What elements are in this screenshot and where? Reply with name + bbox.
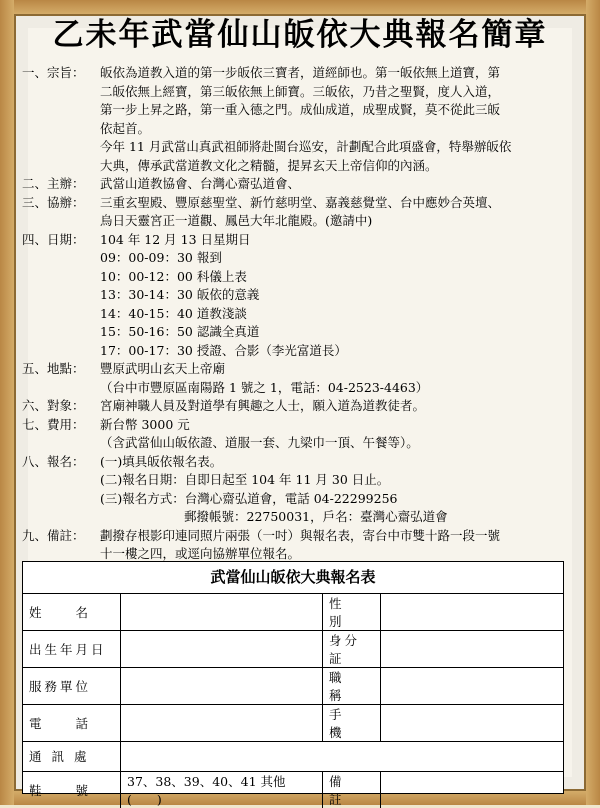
birth-field[interactable]	[121, 631, 323, 668]
name-field[interactable]	[121, 594, 323, 631]
schedule-item: 15：50-16：50 認識全真道	[100, 323, 578, 342]
id-field[interactable]	[381, 631, 564, 668]
id-label: 身分証	[323, 631, 381, 668]
co-label: 三、協辦：	[22, 194, 100, 231]
frame-right	[586, 0, 600, 805]
form-row	[23, 705, 563, 742]
frame-left	[0, 0, 14, 805]
place-text	[100, 360, 578, 397]
signup-text	[100, 453, 578, 527]
remark-text	[100, 527, 578, 564]
signup-label: 八、報名：	[22, 453, 100, 527]
purpose-line: 今年 11 月武當山真武祖師將赴閩台巡安，計劃配合此項盛會，特舉辦皈依	[100, 138, 578, 157]
job-label: 職 稱	[323, 668, 381, 705]
section-target	[22, 397, 578, 416]
purpose-line: 依起首。	[100, 120, 578, 139]
signup-line: (二)報名日期：自即日起至 104 年 11 月 30 日止。	[100, 471, 578, 490]
unit-field[interactable]	[121, 668, 323, 705]
host-text: 武當山道教協會、台灣心齋弘道會、	[100, 175, 578, 194]
page-title: 乙未年武當仙山皈依大典報名簡章	[14, 14, 586, 56]
schedule-item: 09：00-09：30 報到	[100, 249, 578, 268]
schedule-item: 17：00-17：30 授證、合影（李光富道長）	[100, 342, 578, 361]
section-purpose	[22, 64, 578, 175]
date-label: 四、日期：	[22, 231, 100, 361]
mobile-field[interactable]	[381, 705, 564, 742]
brochure-content	[22, 64, 578, 564]
fee-text	[100, 416, 578, 453]
phone-label: 電 話	[23, 705, 121, 742]
remark-line: 劃撥存根影印連同照片兩張（一吋）與報名表，寄台中市雙十路一段一號	[100, 527, 578, 546]
co-text	[100, 194, 578, 231]
purpose-line: 二皈依無上經寶，第三皈依無上師寶。三皈依，乃昔之聖賢，度人入道，	[100, 83, 578, 102]
section-host	[22, 175, 578, 194]
section-date	[22, 231, 578, 361]
fee-note: （含武當仙山皈依證、道服一套、九梁巾一頂、午餐等）。	[100, 434, 578, 453]
host-label: 二、主辦：	[22, 175, 100, 194]
purpose-text	[100, 64, 578, 175]
target-label: 六、對象：	[22, 397, 100, 416]
signup-line: 郵撥帳號：22750031，戶名：臺灣心齋弘道會	[100, 508, 578, 527]
place-value: 豐原武明山玄天上帝廟	[100, 360, 578, 379]
date-text	[100, 231, 578, 361]
registration-form	[22, 561, 564, 794]
mobile-label: 手 機	[323, 705, 381, 742]
unit-label: 服務單位	[23, 668, 121, 705]
gender-label: 性 別	[323, 594, 381, 631]
form-row	[23, 594, 563, 631]
name-label: 姓 名	[23, 594, 121, 631]
shoe-label: 鞋 號	[23, 771, 121, 808]
target-text: 宮廟神職人員及對道學有興趣之人士，願入道為道教徒者。	[100, 397, 578, 416]
co-line: 烏日天靈宮正一道觀、鳳邑大年北龍殿。(邀請中)	[100, 212, 578, 231]
purpose-line: 皈依為道教入道的第一步皈依三寶者，道經師也。第一皈依無上道寶，第	[100, 64, 578, 83]
phone-field[interactable]	[121, 705, 323, 742]
note-field[interactable]	[381, 771, 564, 808]
schedule-item: 10：00-12：00 科儀上表	[100, 268, 578, 287]
remark-line: 十一樓之四，或逕向協辦單位報名。	[100, 545, 578, 564]
address-field[interactable]	[121, 742, 564, 772]
birth-label: 出生年月日	[23, 631, 121, 668]
place-note: （台中市豐原區南陽路 1 號之 1，電話：04-2523-4463）	[100, 379, 578, 398]
section-fee	[22, 416, 578, 453]
co-line: 三重玄聖殿、豐原慈聖堂、新竹慈明堂、嘉義慈覺堂、台中應妙合英壇、	[100, 194, 578, 213]
remark-label: 九、備註：	[22, 527, 100, 564]
note-label: 備 註	[323, 771, 381, 808]
shoe-field[interactable]: 37、38、39、40、41 其他( )	[121, 771, 323, 808]
job-field[interactable]	[381, 668, 564, 705]
form-row	[23, 742, 563, 772]
purpose-line: 大典，傳承武當道教文化之精髓，提昇玄天上帝信仰的內涵。	[100, 157, 578, 176]
section-co	[22, 194, 578, 231]
date-value: 104 年 12 月 13 日星期日	[100, 231, 578, 250]
schedule-item: 13：30-14：30 皈依的意義	[100, 286, 578, 305]
form-title: 武當仙山皈依大典報名表	[23, 562, 563, 594]
signup-line: (三)報名方式：台灣心齋弘道會，電話 04-22299256	[100, 490, 578, 509]
purpose-line: 第一步上昇之路，第一重入德之門。成仙成道，成聖成賢，莫不從此三皈	[100, 101, 578, 120]
address-label: 通 訊 處	[23, 742, 121, 772]
section-remark	[22, 527, 578, 564]
form-row	[23, 631, 563, 668]
gender-field[interactable]	[381, 594, 564, 631]
form-row	[23, 668, 563, 705]
schedule-item: 14：40-15：40 道教淺談	[100, 305, 578, 324]
signup-line: (一)填具皈依報名表。	[100, 453, 578, 472]
frame-top	[0, 0, 600, 14]
fee-value: 新台幣 3000 元	[100, 416, 578, 435]
form-row	[23, 771, 563, 808]
fee-label: 七、費用：	[22, 416, 100, 453]
section-signup	[22, 453, 578, 527]
form-table	[23, 594, 563, 808]
section-place	[22, 360, 578, 397]
purpose-label: 一、宗旨：	[22, 64, 100, 175]
place-label: 五、地點：	[22, 360, 100, 397]
